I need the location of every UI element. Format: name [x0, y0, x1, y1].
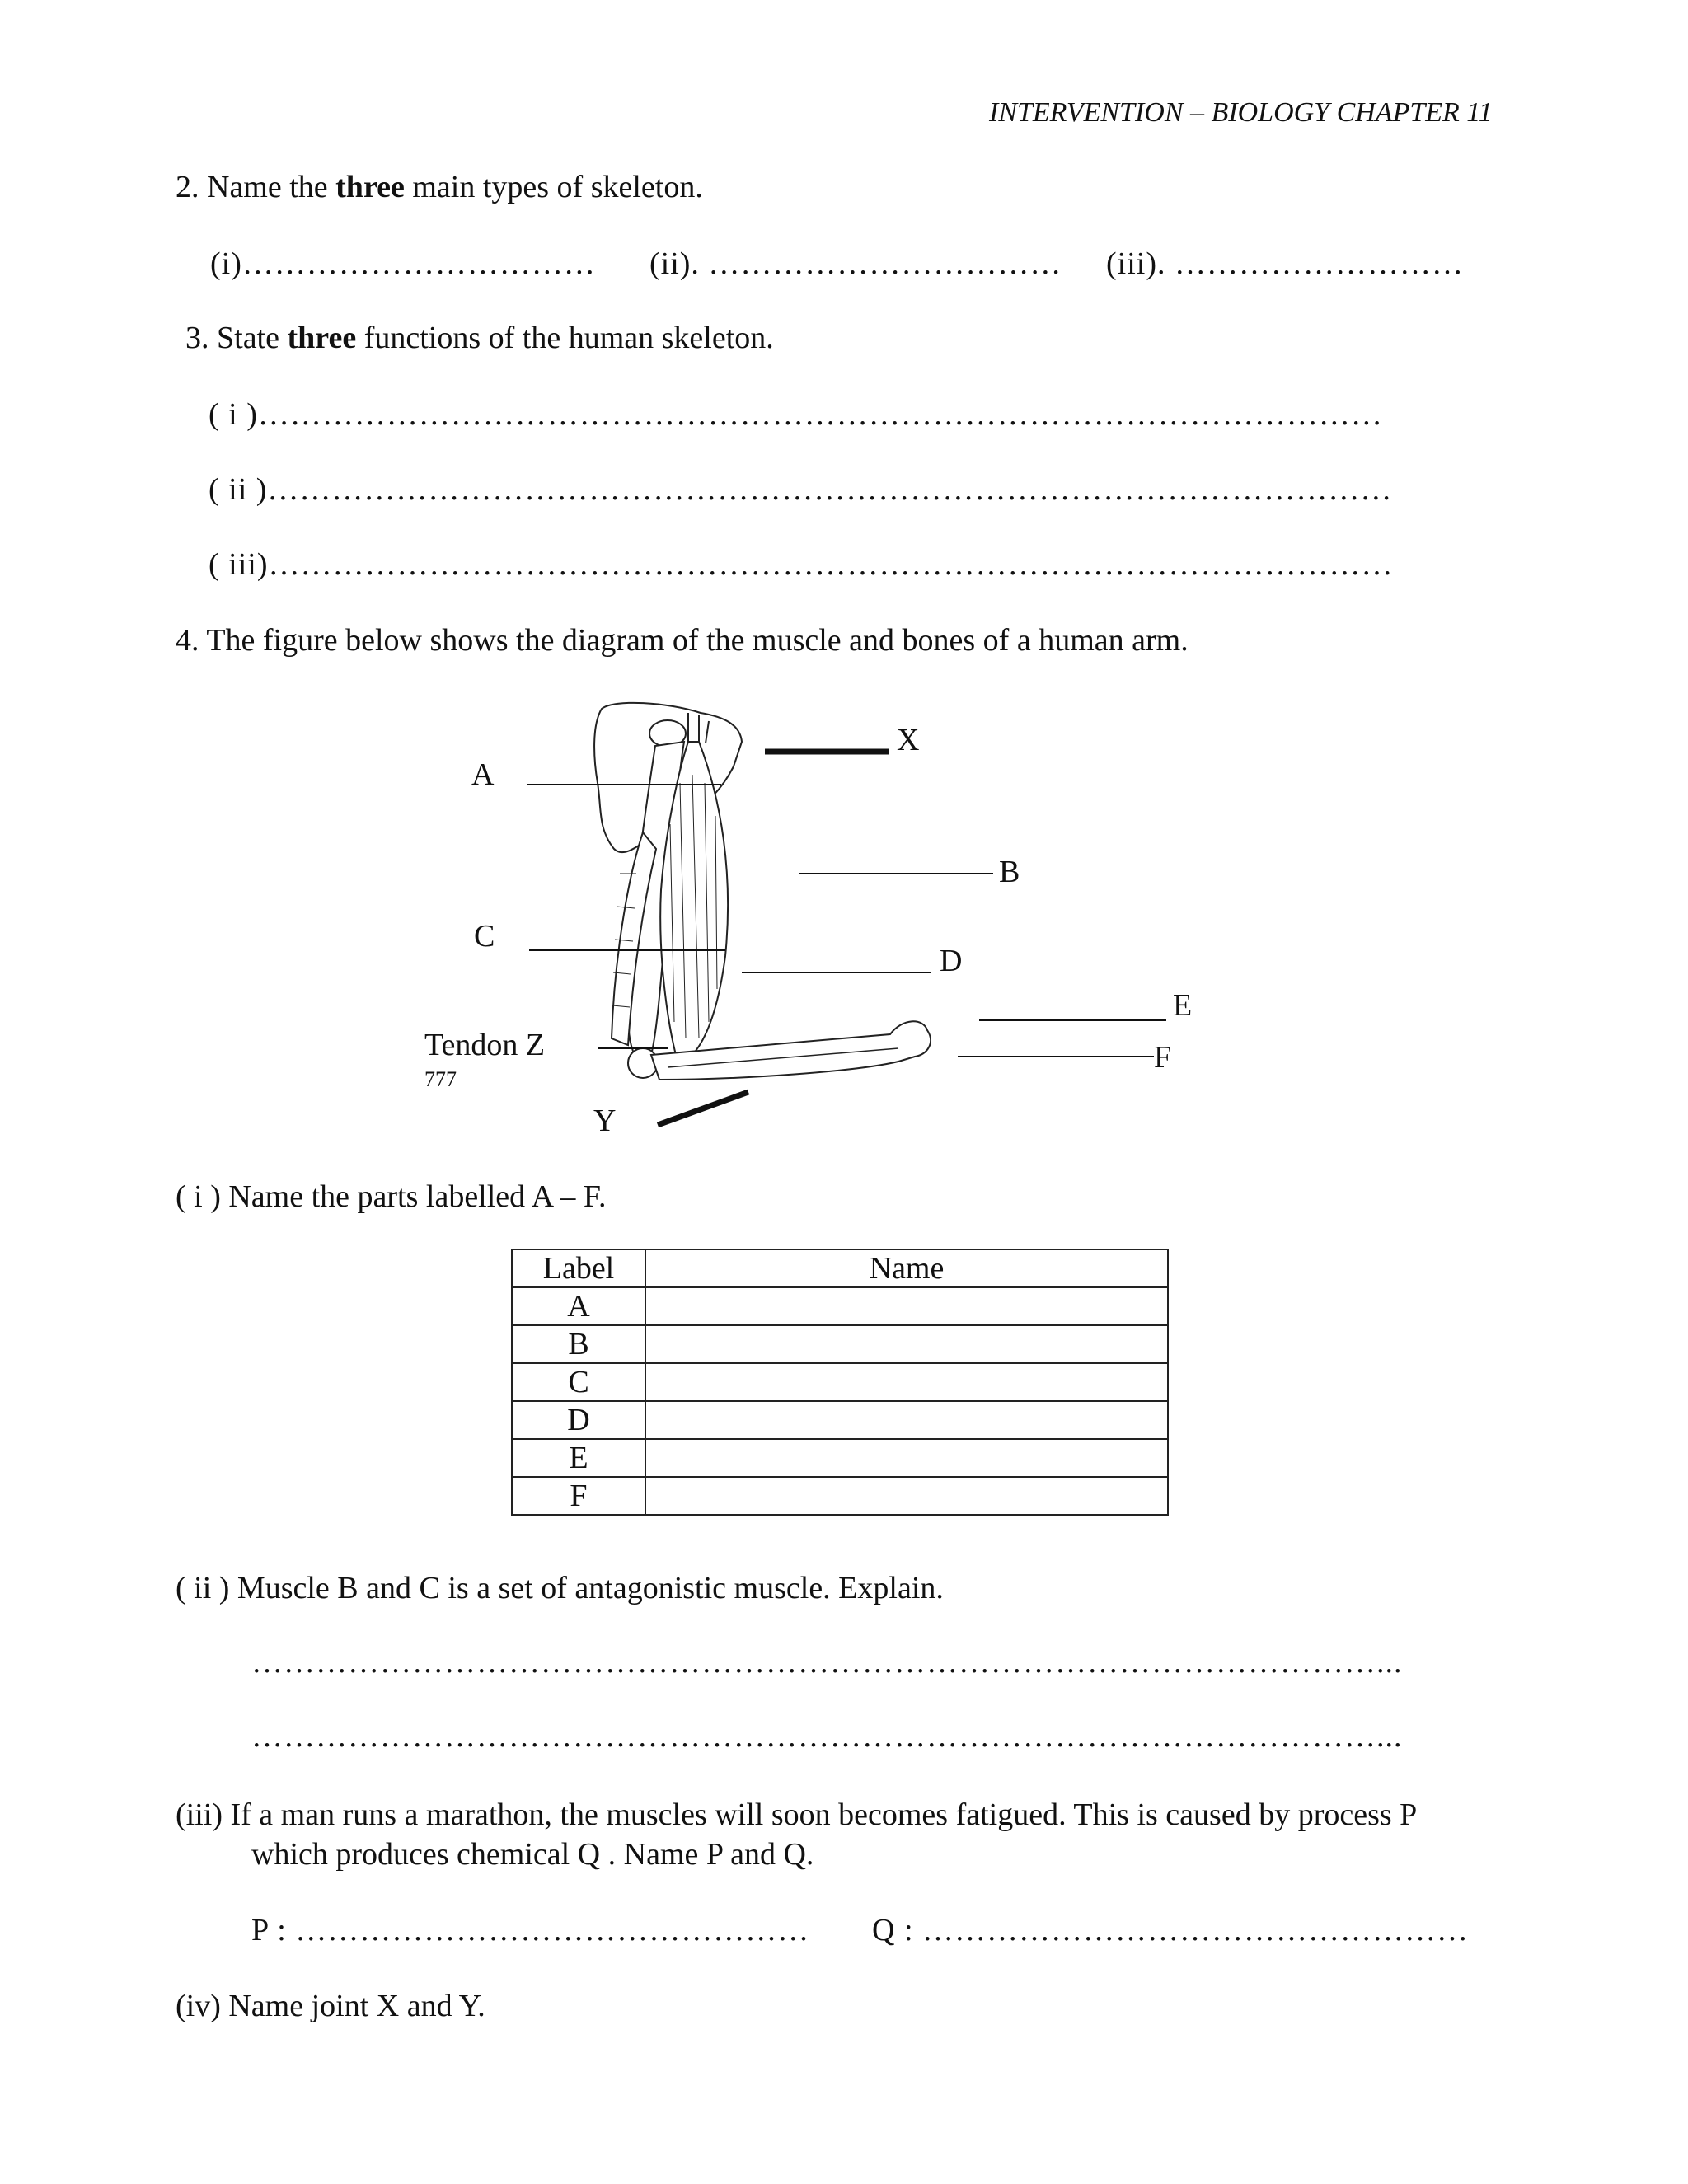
table-row: [512, 1477, 1168, 1515]
q4-part-ii: ( ii ) Muscle B and C is a set of antagonistic muscle. Explain.: [176, 1571, 944, 1605]
table-row: [512, 1439, 1168, 1477]
q3-answer-iii[interactable]: ( iii)……………………………………………………………………………………………: [209, 547, 1394, 582]
question-3-text: 3. State: [185, 321, 288, 355]
q-answer[interactable]: Q : ……………………………………………: [872, 1913, 1469, 1947]
table-cell-answer[interactable]: [645, 1363, 1168, 1401]
question-3-bold: three: [287, 321, 357, 355]
q4-part-iv: (iv) Name joint X and Y.: [176, 1989, 485, 2023]
q2-answer-i[interactable]: (i)……………………………: [210, 246, 596, 281]
question-3: [185, 320, 774, 356]
label-b: B: [999, 855, 1020, 889]
label-c: C: [474, 919, 495, 954]
table-header-label: Label: [512, 1249, 645, 1287]
table-cell-label: D: [512, 1401, 645, 1439]
table-cell-answer[interactable]: [645, 1287, 1168, 1325]
table-row: [512, 1401, 1168, 1439]
page-header: INTERVENTION – BIOLOGY CHAPTER 11: [989, 97, 1493, 128]
table-cell-label: E: [512, 1439, 645, 1477]
question-2-text-end: main types of skeleton.: [404, 170, 703, 204]
q2-answer-ii[interactable]: (ii). ……………………………: [649, 246, 1062, 281]
label-f: F: [1154, 1040, 1172, 1075]
leader-line-y: [658, 1092, 748, 1125]
q4-part-i: ( i ) Name the parts labelled A – F.: [176, 1179, 607, 1214]
table-cell-answer[interactable]: [645, 1477, 1168, 1515]
table-cell-answer[interactable]: [645, 1325, 1168, 1363]
q2-answer-iii[interactable]: (iii). ………………………: [1106, 246, 1464, 281]
question-4-intro: 4. The figure below shows the diagram of the muscle and bones of a human arm.: [176, 623, 1189, 658]
q4-explain-line-2[interactable]: ……………………………………………………………………………………………...: [251, 1719, 1403, 1754]
table-cell-answer[interactable]: [645, 1439, 1168, 1477]
arm-illustration: [594, 703, 931, 1080]
table-row: [512, 1363, 1168, 1401]
label-a: A: [471, 757, 495, 792]
table-cell-label: B: [512, 1325, 645, 1363]
table-cell-label: F: [512, 1477, 645, 1515]
table-row: [512, 1287, 1168, 1325]
table-cell-label: A: [512, 1287, 645, 1325]
label-x: X: [897, 723, 920, 757]
p-answer[interactable]: P : …………………………………………: [251, 1913, 810, 1947]
table-cell-label: C: [512, 1363, 645, 1401]
q4-part-iii-line-2: which produces chemical Q . Name P and Q.: [251, 1837, 814, 1872]
question-2: [176, 169, 703, 205]
label-tendon-sub: 777: [424, 1067, 457, 1091]
table-header-name: Name: [645, 1249, 1168, 1287]
q3-answer-ii[interactable]: ( ii )……………………………………………………………………………………………: [209, 472, 1393, 507]
q4-part-iii-line-1: (iii) If a man runs a marathon, the muscles will soon becomes fatigued. This is caused by process P: [176, 1797, 1418, 1832]
q4-explain-line-1[interactable]: ……………………………………………………………………………………………...: [251, 1645, 1403, 1680]
arm-muscle-diagram: [396, 692, 1261, 1154]
question-2-bold: three: [335, 170, 405, 204]
label-tendon-z: Tendon Z: [424, 1028, 546, 1062]
parts-table: [511, 1249, 1169, 1516]
table-header-row: [512, 1249, 1168, 1287]
question-3-text-end: functions of the human skeleton.: [356, 321, 774, 355]
table-cell-answer[interactable]: [645, 1401, 1168, 1439]
label-y: Y: [593, 1104, 617, 1138]
table-row: [512, 1325, 1168, 1363]
question-2-text: 2. Name the: [176, 170, 336, 204]
q3-answer-i[interactable]: ( i )……………………………………………………………………………………………: [209, 397, 1383, 432]
label-d: D: [940, 944, 963, 978]
label-e: E: [1173, 988, 1193, 1023]
